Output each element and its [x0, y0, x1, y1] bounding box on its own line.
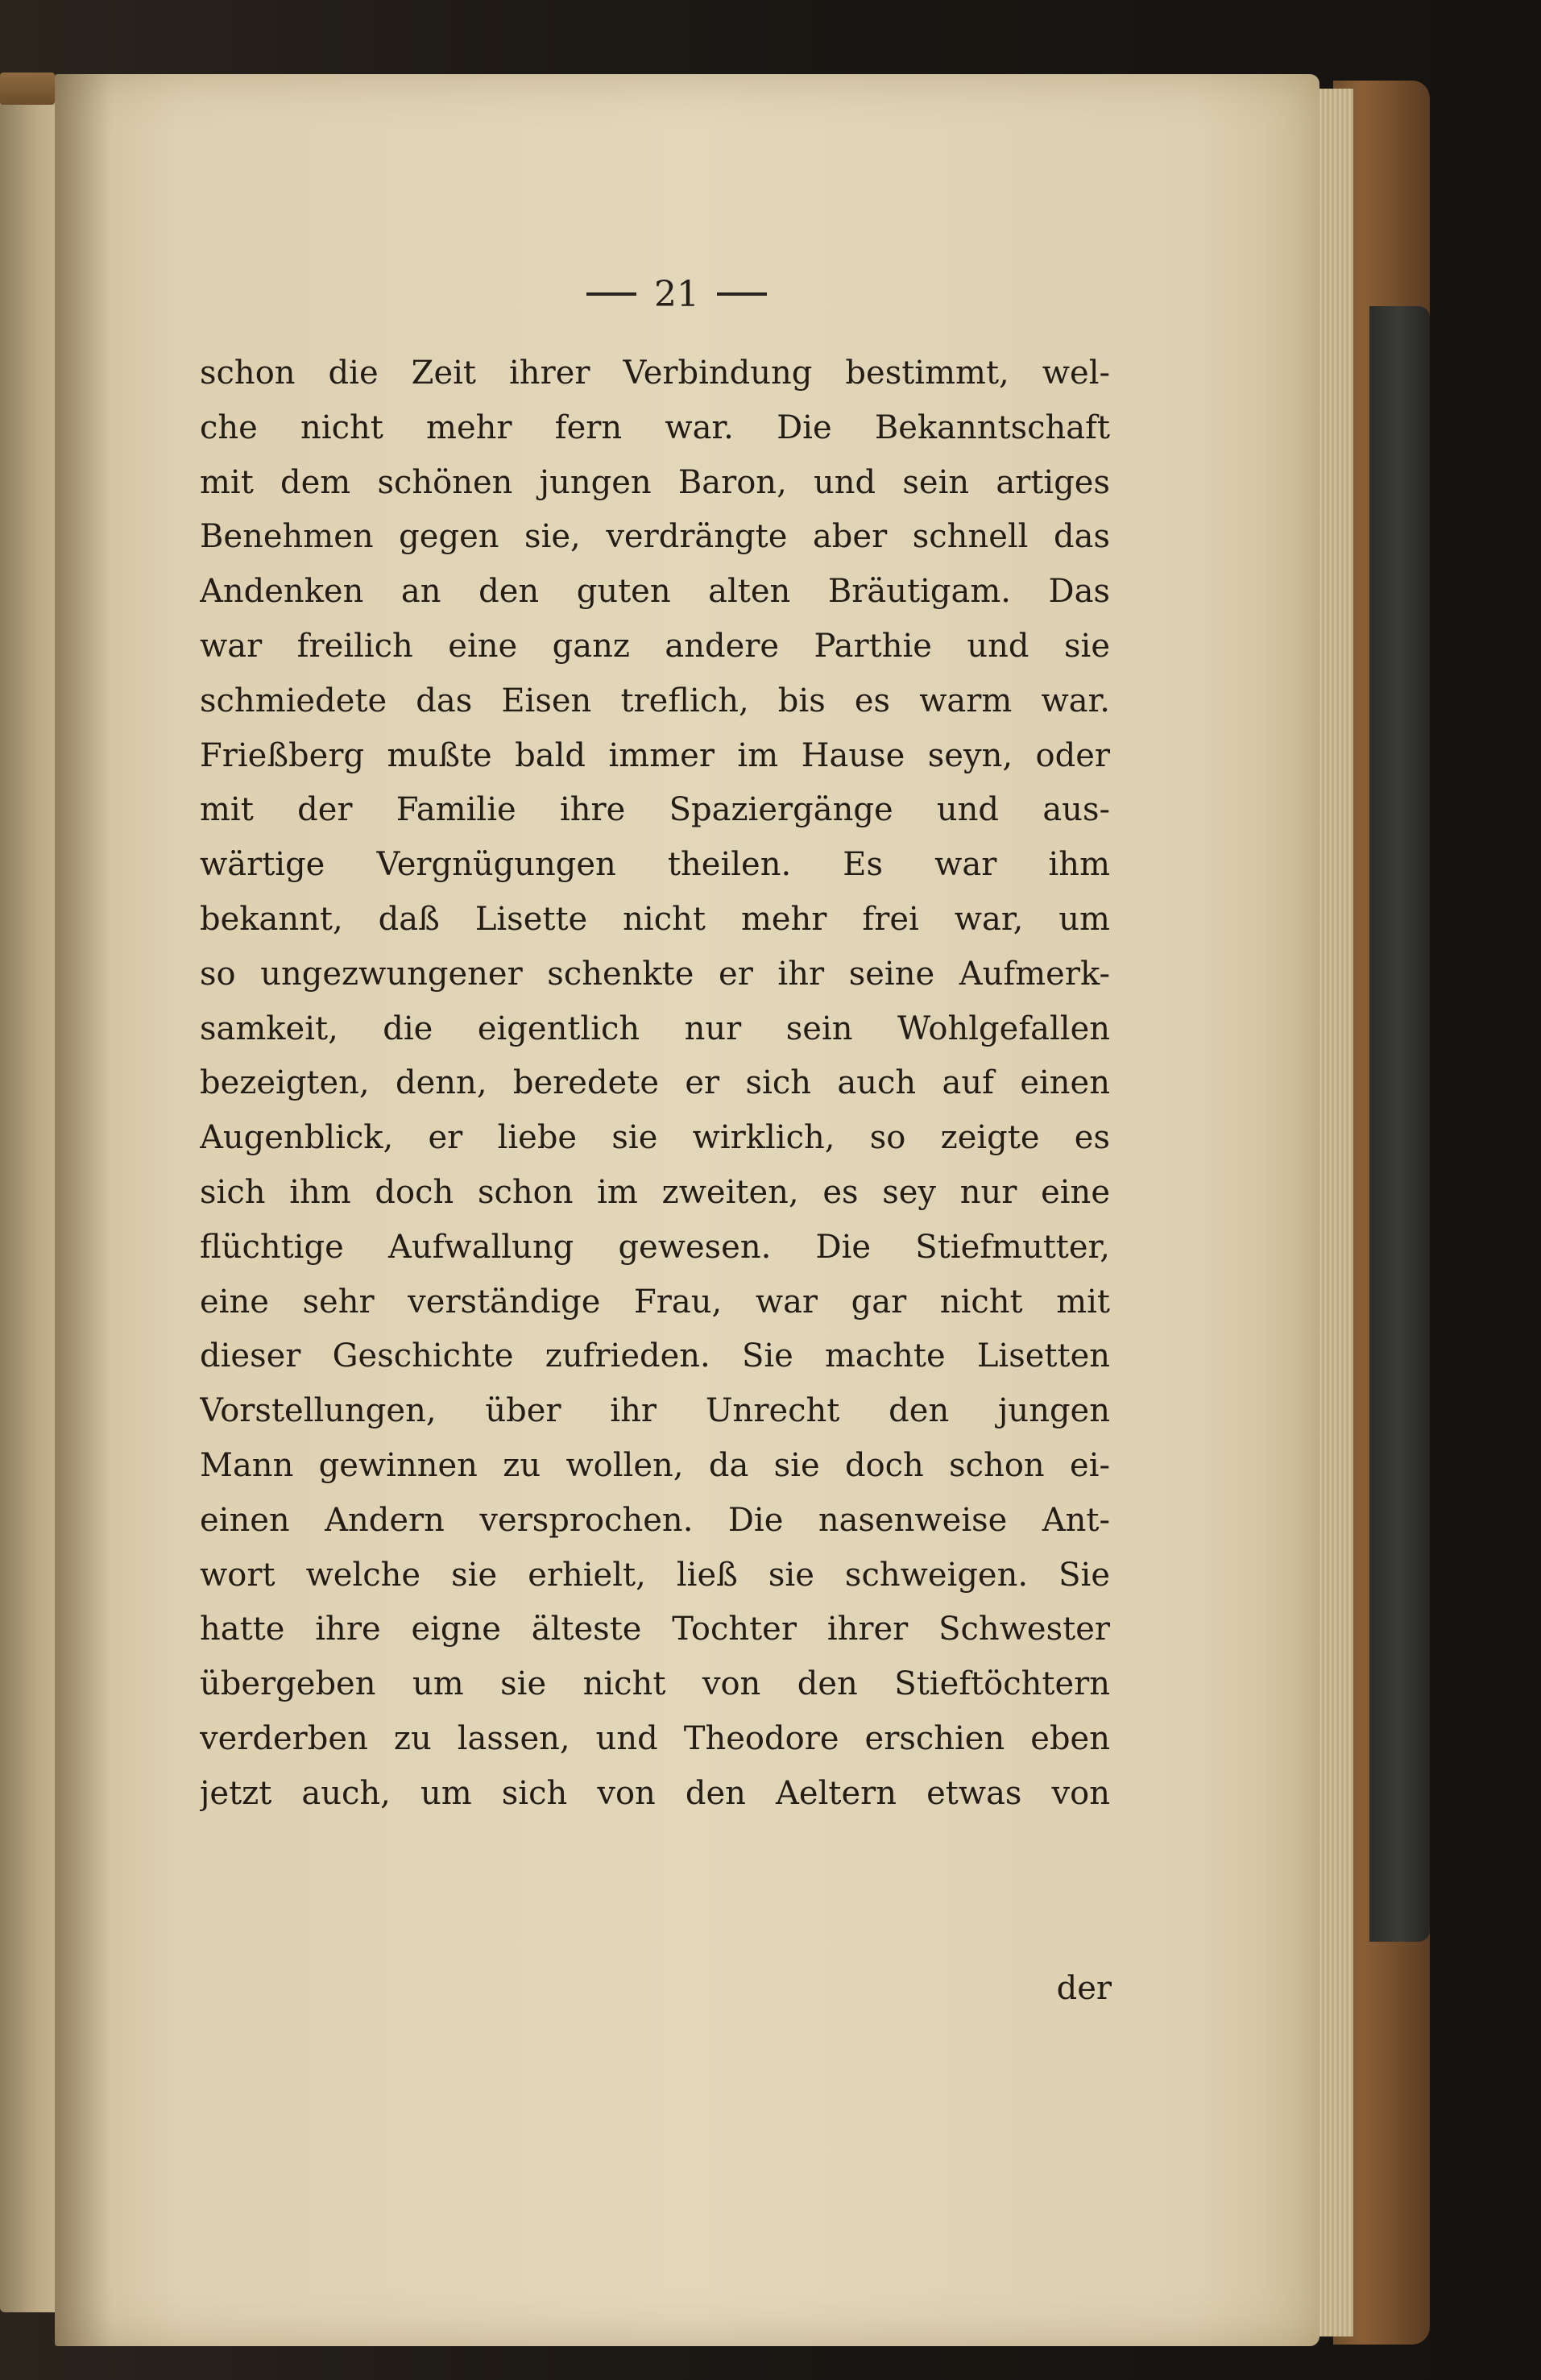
page-number-row: [564, 266, 789, 322]
text-line: verderben zu lassen, und Theodore erschien eben: [200, 1719, 1110, 1757]
text-line: sich ihm doch schon im zweiten, es sey nur eine: [200, 1173, 1110, 1211]
text-line: hatte ihre eigne älteste Tochter ihrer Schwester: [200, 1611, 1110, 1648]
right-dash: [717, 292, 767, 296]
text-line: wort welche sie erhielt, ließ sie schweigen. Sie: [200, 1556, 1110, 1594]
text-line: eine sehr verständige Frau, war gar nicht mit: [200, 1283, 1110, 1321]
text-line: mit dem schönen jungen Baron, und sein artiges: [200, 463, 1110, 501]
text-line: so ungezwungener schenkte er ihr seine Aufmerk-: [200, 955, 1110, 993]
text-line: schon die Zeit ihrer Verbindung bestimmt, wel-: [200, 355, 1110, 392]
text-line: bekannt, daß Lisette nicht mehr frei war, um: [200, 900, 1110, 938]
text-line: samkeit, die eigentlich nur sein Wohlgefallen: [200, 1010, 1110, 1047]
body-text: [200, 346, 1110, 1822]
text-line: bezeigten, denn, beredete er sich auch auf einen: [200, 1064, 1110, 1102]
page-number: 21: [654, 273, 699, 315]
text-line: Augenblick, er liebe sie wirklich, so zeigte es: [200, 1119, 1110, 1157]
text-line: che nicht mehr fern war. Die Bekanntschaft: [200, 408, 1110, 446]
text-line: dieser Geschichte zufrieden. Sie machte Lisetten: [200, 1337, 1110, 1375]
text-line: war freilich eine ganz andere Parthie und sie: [200, 627, 1110, 665]
book-cover-cloth: [1369, 306, 1430, 1942]
text-line: Benehmen gegen sie, verdrängte aber schnell das: [200, 518, 1110, 556]
text-line: Frießberg mußte bald immer im Hause seyn, oder: [200, 736, 1110, 774]
text-line: schmiedete das Eisen treflich, bis es warm war.: [200, 682, 1110, 719]
text-line: einen Andern versprochen. Die nasenweise Ant-: [200, 1501, 1110, 1539]
text-line: Andenken an den guten alten Bräutigam. Das: [200, 573, 1110, 611]
text-line: wärtige Vergnügungen theilen. Es war ihm: [200, 846, 1110, 884]
text-line: flüchtige Aufwallung gewesen. Die Stiefmutter,: [200, 1228, 1110, 1266]
gutter-shadow: [55, 74, 111, 2346]
text-line: übergeben um sie nicht von den Stieftöchtern: [200, 1665, 1110, 1703]
binding-tape: [0, 73, 55, 105]
text-line: Mann gewinnen zu wollen, da sie doch schon ei-: [200, 1446, 1110, 1484]
text-line: Vorstellungen, über ihr Unrecht den jungen: [200, 1392, 1110, 1430]
text-line: jetzt auch, um sich von den Aeltern etwas von: [200, 1774, 1110, 1812]
text-line: mit der Familie ihre Spaziergänge und aus-: [200, 791, 1110, 829]
left-dash: [586, 292, 636, 296]
catchword: der: [1056, 1970, 1112, 2007]
